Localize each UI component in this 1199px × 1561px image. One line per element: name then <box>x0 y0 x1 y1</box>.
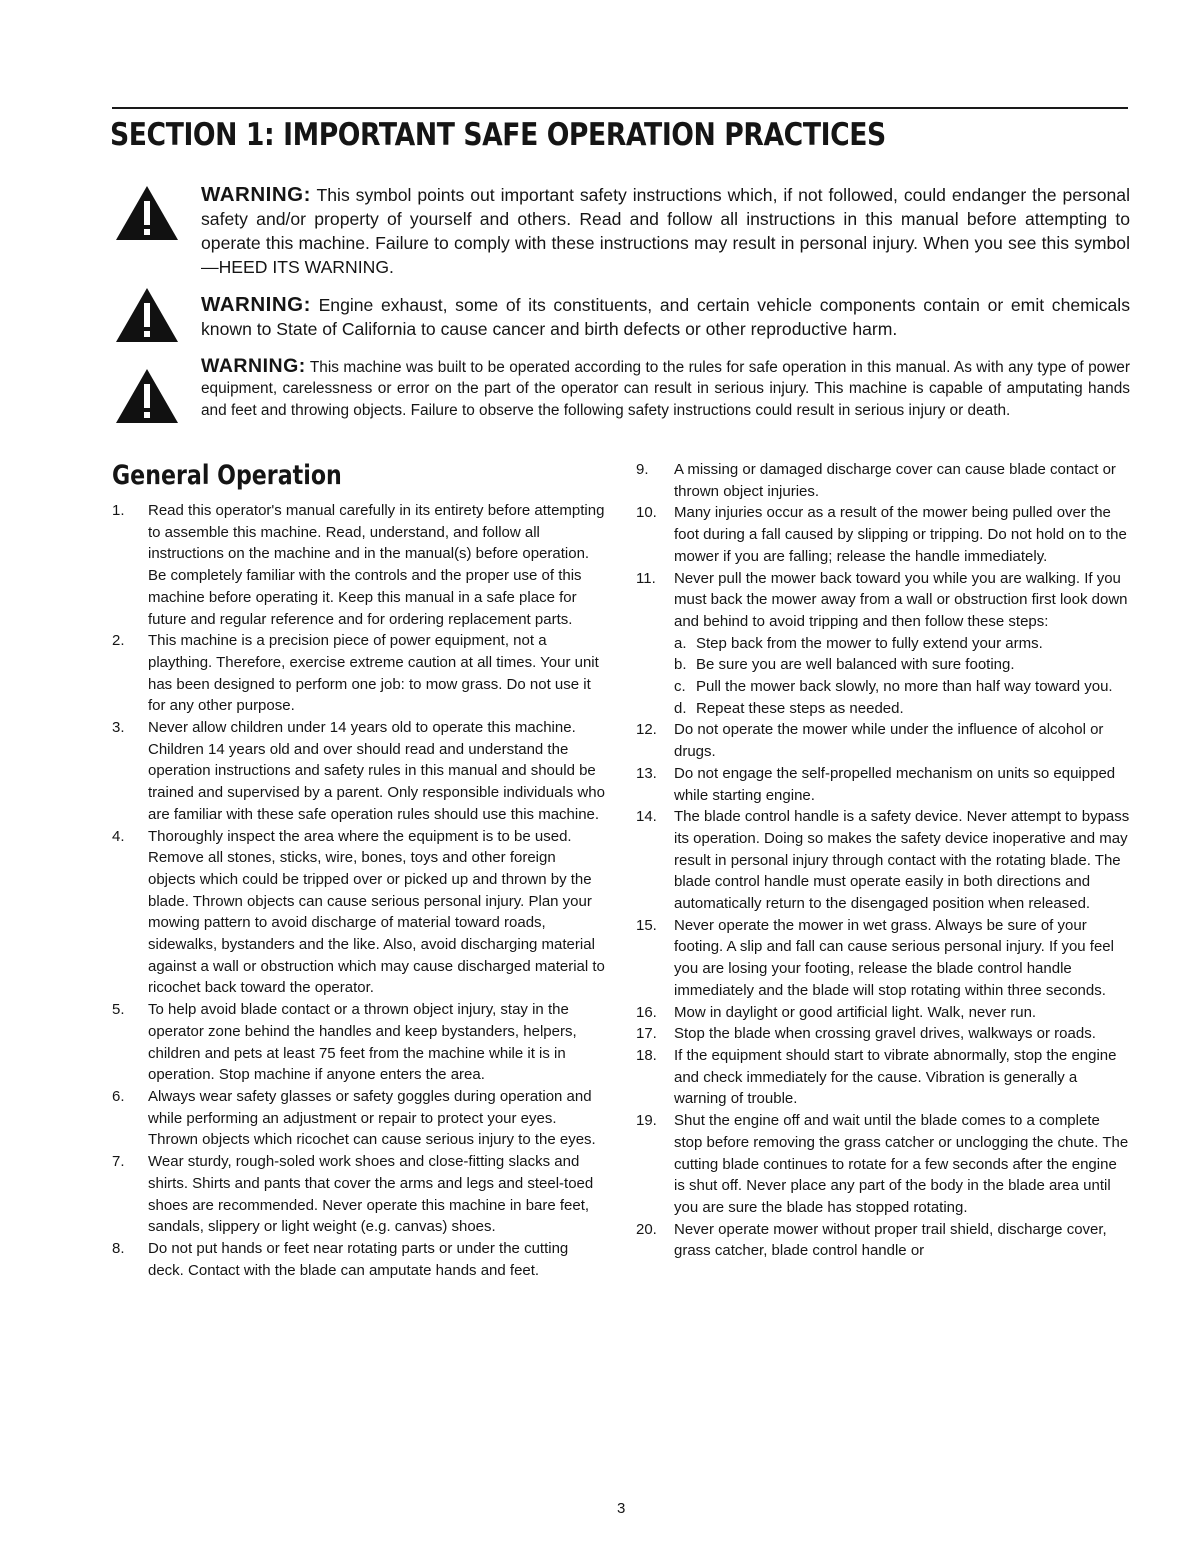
list-item <box>112 630 607 717</box>
item-text: Many injuries occur as a result of the mower being pulled over the foot during a fall caused by slipping or tripping. Do not hold on to the mower if you are falling; release the handle immediately. <box>674 504 1127 565</box>
list-item <box>112 1238 607 1281</box>
warning-triangle-icon <box>115 368 179 424</box>
item-number: 13. <box>636 764 657 782</box>
list-item <box>636 568 1131 633</box>
item-number: 2. <box>112 632 125 650</box>
header-rule <box>112 107 1128 109</box>
list-item <box>112 826 607 1000</box>
list-item <box>112 717 607 826</box>
item-number: 1. <box>112 502 125 519</box>
item-text: Read this operator's manual carefully in its entirety before attempting to assemble this machine. Read, understand, and follow all instructions on the machine and in the manual(s) before operation. Be completely familiar with the controls and the proper use of this machine before operating it. Keep this manual in a safe place for future and regular reference and for ordering replacement parts. <box>148 502 605 628</box>
section-title: SECTION 1: IMPORTANT SAFE OPERATION PRACTICES <box>110 117 886 153</box>
item-number: 3. <box>112 719 125 737</box>
list-item <box>112 1151 607 1238</box>
page-number: 3 <box>617 1500 626 1517</box>
item-number: 4. <box>112 827 125 845</box>
sub-item-letter: a. <box>674 634 687 652</box>
sub-item-letter: b. <box>674 656 687 674</box>
item-text: Do not engage the self-propelled mechanism on units so equipped while starting engine. <box>674 764 1116 804</box>
item-text: Stop the blade when crossing gravel drives, walkways or roads. <box>674 1025 1096 1043</box>
item-number: 15. <box>636 916 657 934</box>
list-item <box>636 1023 1131 1045</box>
warning-text <box>201 293 1130 341</box>
item-text: Never operate mower without proper trail shield, discharge cover, grass catcher, blade control handle or <box>674 1220 1107 1260</box>
item-text: Shut the engine off and wait until the blade comes to a complete stop before removing the grass catcher or unclogging the chute. The cutting blade continues to rotate for a few seconds after the engine is shut off. Never place any part of the body in the blade area until you are sure the blade has stopped rotating. <box>674 1112 1129 1216</box>
item-text: A missing or damaged discharge cover can cause blade contact or thrown object injuries. <box>674 461 1116 500</box>
sub-list-item <box>636 633 1131 655</box>
item-number: 11. <box>636 569 656 587</box>
item-number: 6. <box>112 1087 125 1105</box>
item-number: 16. <box>636 1003 657 1021</box>
list-item <box>636 915 1131 1002</box>
item-text: If the equipment should start to vibrate abnormally, stop the engine and check immediately for the cause. Vibration is generally a warning of trouble. <box>674 1046 1117 1108</box>
list-item <box>636 1219 1131 1262</box>
warning-block-symbol <box>115 183 1130 279</box>
item-text: The blade control handle is a safety device. Never attempt to bypass its operation. Doing so makes the safety device inoperative and may result in personal injury through contact with the rotating blade. The blade control handle must operate easily in both directions and automatically return to the disengaged position when released. <box>674 808 1130 913</box>
general-operation-heading: General Operation <box>112 460 342 491</box>
list-item <box>112 1086 607 1151</box>
warning-text <box>201 183 1130 279</box>
list-item <box>636 1110 1131 1219</box>
list-item <box>636 1045 1131 1110</box>
item-number: 8. <box>112 1239 125 1257</box>
warning-label: WARNING: <box>201 183 311 206</box>
list-item <box>112 999 607 1086</box>
sub-item-text: Be sure you are well balanced with sure footing. <box>696 656 1015 674</box>
sub-item-letter: d. <box>674 699 687 717</box>
warning-body: Engine exhaust, some of its constituents, and certain vehicle components contain or emit chemicals known to State of California to cause cancer and birth defects or other reproductive harm. <box>201 295 1130 339</box>
left-column <box>112 500 607 1281</box>
warning-triangle-icon <box>115 287 179 343</box>
list-item <box>636 806 1131 915</box>
sub-list-item <box>636 698 1131 720</box>
right-column <box>636 459 1131 1262</box>
list-item <box>636 459 1131 502</box>
list-item <box>112 500 607 630</box>
warning-triangle-icon <box>115 185 179 241</box>
list-item <box>636 763 1131 806</box>
item-text: Never operate the mower in wet grass. Always be sure of your footing. A slip and fall can cause serious personal injury. If you feel you are losing your footing, release the blade control handle immediately and the blade will stop rotating within three seconds. <box>674 916 1114 999</box>
item-text: This machine is a precision piece of power equipment, not a plaything. Therefore, exercise extreme caution at all times. Your unit has been designed to perform one job: to mow grass. Do not use it for any other purpose. <box>148 632 599 715</box>
item-number: 20. <box>636 1220 657 1238</box>
sub-item-text: Step back from the mower to fully extend your arms. <box>696 634 1043 652</box>
item-number: 9. <box>636 461 649 478</box>
list-item <box>636 1002 1131 1024</box>
item-number: 14. <box>636 808 657 826</box>
item-number: 7. <box>112 1153 125 1171</box>
sub-list-item <box>636 676 1131 698</box>
warning-block-california <box>115 293 1130 343</box>
sub-list-item <box>636 654 1131 676</box>
warning-block-operation <box>115 356 1130 446</box>
item-text: Do not operate the mower while under the influence of alcohol or drugs. <box>674 721 1104 761</box>
item-text: Thoroughly inspect the area where the equipment is to be used. Remove all stones, sticks, wire, bones, toys and other foreign objects which could be tripped over or picked up and thrown by the blade. Thrown objects can cause serious personal injury. Plan your mowing pattern to avoid discharge of material toward roads, sidewalks, bystanders and the like. Also, avoid discharging material against a wall or obstruction which may cause discharged material to ricochet back toward the operator. <box>148 827 605 997</box>
warning-body: This symbol points out important safety instructions which, if not followed, could endanger the personal safety and/or property of yourself and others. Read and follow all instructions in this manual before attempting to operate this machine. Failure to comply with these instructions may result in personal injury. When you see this symbol—HEED ITS WARNING. <box>201 185 1130 277</box>
list-item <box>636 719 1131 762</box>
item-text: Always wear safety glasses or safety goggles during operation and while performing an adjustment or repair to protect your eyes. Thrown objects which ricochet can cause serious injury to the eyes. <box>148 1087 596 1149</box>
item-text: To help avoid blade contact or a thrown object injury, stay in the operator zone behind the handles and keep bystanders, helpers, children and pets at least 75 feet from the machine while it is in operation. Stop machine if anyone enters the area. <box>148 1001 577 1084</box>
warning-label: WARNING: <box>201 293 311 316</box>
item-number: 17. <box>636 1025 657 1043</box>
sub-item-text: Repeat these steps as needed. <box>696 699 904 717</box>
sub-item-text: Pull the mower back slowly, no more than half way toward you. <box>696 678 1113 696</box>
item-text: Never pull the mower back toward you while you are walking. If you must back the mower away from a wall or obstruction first look down and behind to avoid tripping and then follow these steps: <box>674 569 1128 630</box>
item-number: 18. <box>636 1046 657 1064</box>
item-text: Never allow children under 14 years old to operate this machine. Children 14 years old and over should read and understand the operation instructions and safety rules in this manual and should be trained and supervised by a parent. Only responsible individuals who are familiar with these safe operation rules should use this machine. <box>148 719 605 823</box>
item-number: 5. <box>112 1001 125 1019</box>
warning-body: This machine was built to be operated according to the rules for safe operation in this manual. As with any type of power equipment, carelessness or error on the part of the operator can result in serious injury. This machine is capable of amputating hands and feet and throwing objects. Failure to observe the following safety instructions could result in serious injury or death. <box>201 359 1130 419</box>
warning-text <box>201 356 1130 421</box>
item-number: 19. <box>636 1112 657 1130</box>
item-text: Mow in daylight or good artificial light. Walk, never run. <box>674 1003 1037 1021</box>
item-number: 12. <box>636 721 657 739</box>
warning-label: WARNING: <box>201 355 306 377</box>
item-text: Wear sturdy, rough-soled work shoes and close-fitting slacks and shirts. Shirts and pants that cover the arms and legs and steel-toed shoes are recommended. Never operate this machine in bare feet, sandals, slippery or light weight (e.g. canvas) shoes. <box>148 1153 594 1236</box>
sub-item-letter: c. <box>674 678 686 696</box>
item-number: 10. <box>636 504 657 522</box>
list-item <box>636 502 1131 567</box>
item-text: Do not put hands or feet near rotating parts or under the cutting deck. Contact with the blade can amputate hands and feet. <box>148 1239 569 1279</box>
